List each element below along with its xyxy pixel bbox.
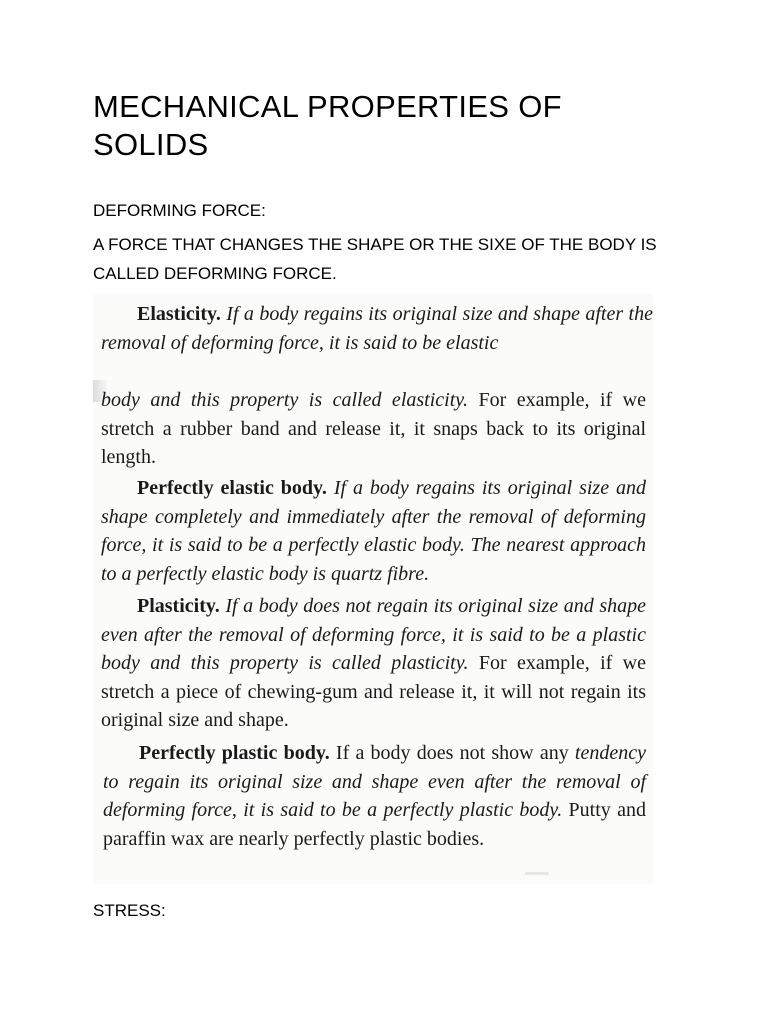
- plasticity-paragraph: [101, 592, 646, 735]
- plasticity-term: Plasticity.: [137, 595, 220, 617]
- elasticity-term: Elasticity.: [137, 303, 221, 325]
- perfectly-elastic-definition: If a body regains its original size and shape completely and immediately after the removal of deforming force, it is said to be a perfectly elastic body. The nearest approach to a perfectly elastic body is quartz fibre.: [101, 477, 646, 585]
- elasticity-paragraph: [101, 300, 653, 357]
- elasticity-example: For example, if we stretch a rubber band and release it, it snaps back to its original length.: [101, 389, 646, 468]
- plasticity-example: For example, if we stretch a piece of chewing-gum and release it, it will not regain its original size and shape.: [101, 652, 646, 731]
- perfectly-plastic-term: Perfectly plastic body.: [139, 742, 330, 764]
- perfectly-plastic-definition: tendency to regain its original size and shape even after the removal of deforming force, it is said to be a perfectly plastic body.: [103, 742, 646, 821]
- perfectly-plastic-paragraph: [103, 739, 646, 853]
- section-heading-deforming-force: DEFORMING FORCE:: [93, 201, 266, 220]
- section-heading-stress: STRESS:: [93, 901, 166, 920]
- perfectly-elastic-paragraph: [101, 474, 646, 588]
- elasticity-definition-cont: body and this property is called elasticity.: [101, 389, 469, 411]
- scan-smudge: [525, 872, 549, 875]
- perfectly-elastic-term: Perfectly elastic body.: [137, 477, 327, 499]
- document-page: [93, 88, 678, 292]
- perfectly-plastic-example: Putty and paraffin wax are nearly perfectly plastic bodies.: [103, 799, 647, 850]
- document-title: MECHANICAL PROPERTIES OF SOLIDS: [93, 89, 562, 162]
- elasticity-definition: If a body regains its original size and shape after the removal of deforming force, it is said to be elastic: [101, 303, 653, 354]
- elasticity-continuation: [101, 386, 646, 472]
- plasticity-definition: If a body does not regain its original size and shape even after the removal of deforming force, it is said to be a plastic body and this property is called plasticity.: [101, 595, 646, 674]
- scanned-textbook-excerpt: [93, 294, 653, 884]
- deforming-force-definition: A FORCE THAT CHANGES THE SHAPE OR THE SIXE OF THE BODY IS CALLED DEFORMING FORCE.: [93, 235, 657, 283]
- perfectly-plastic-definition-lead: If a body does not show any: [329, 742, 569, 764]
